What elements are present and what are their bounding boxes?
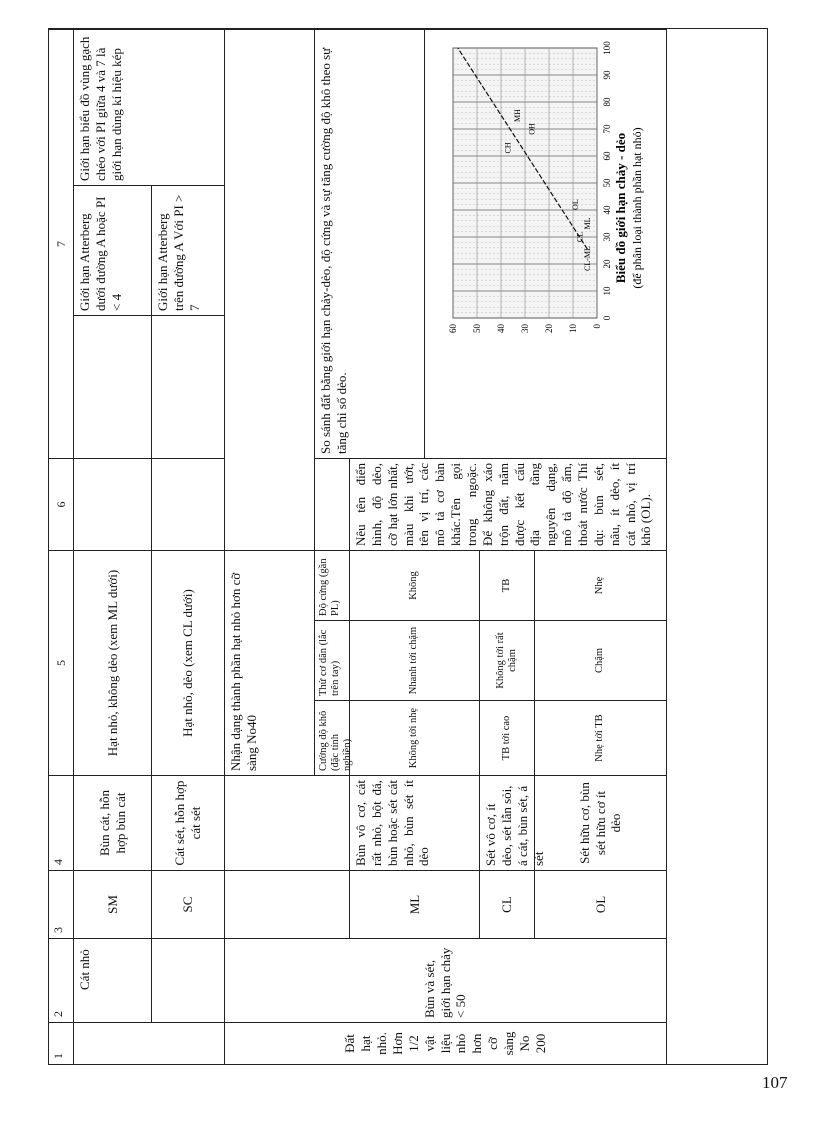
blank-cell <box>225 870 350 938</box>
blank-cell <box>74 1022 225 1064</box>
chart-region-label: MH <box>513 109 523 122</box>
header-cell: 3 <box>49 870 74 938</box>
blank-cell <box>225 775 350 870</box>
col7-intro: So sánh đất bằng giới hạn chảy-dẻo, độ cứng và sự tăng cường độ khô theo sự tăng chỉ số dẻo. <box>315 29 425 458</box>
header-cell: 2 <box>49 938 74 1022</box>
chart-y-tick-label: 20 <box>544 324 554 333</box>
fine-soil-label: Đất hạt nhỏ. Hơn 1/2 vật liệu nhỏ hơn cỡ sàng No 200 <box>225 1022 667 1064</box>
page-number: 107 <box>762 1073 788 1092</box>
name-ol: Sét hữu cơ, bùn sét hữu cơ ít dẻo <box>535 775 667 870</box>
desc-sc: Hạt nhỏ, dẻo (xem CL dưới) <box>152 550 225 775</box>
name-cl: Sét vô cơ, ít dẻo, sét lẫn sỏi, á cát, bùn sét, á sét <box>480 775 535 870</box>
header-cell: 1 <box>49 1022 74 1064</box>
chart-x-tick-label: 100 <box>602 41 612 55</box>
chart-x-tick-label: 10 <box>602 286 612 296</box>
chart-title: Biểu đồ giới hạn chảy - dẻo <box>613 132 628 284</box>
rotated-table-page <box>48 30 766 1065</box>
cat-nho-label: Cát nhỏ <box>74 938 152 1022</box>
cl-dry-strength: TB tới cao <box>480 700 535 775</box>
chart-x-tick-label: 80 <box>602 97 612 107</box>
chart-y-tick-label: 10 <box>568 324 578 333</box>
blank-cell <box>74 315 152 458</box>
header-cell: 7 <box>49 29 74 458</box>
blank-cell <box>152 315 225 458</box>
name-ml: Bùn vô cơ, cát rất nhỏ, bột đá, bùn hoặc sét cát nhỏ, bùn sét ít dẻo <box>350 775 480 870</box>
symbol-sc: SC <box>152 870 225 938</box>
subhead-dry-strength: Cường độ khô (đặc tính nghiền) <box>315 700 350 775</box>
chart-x-tick-label: 40 <box>602 205 612 215</box>
chart-region-label: CL-ML <box>582 246 592 272</box>
name-sc: Cát sét, hỗn hợp cát sét <box>152 775 225 870</box>
fine-id-intro: Nhận dạng thành phần hạt nhỏ hơn cỡ sàng No40 <box>225 550 315 775</box>
chart-region-label: CL <box>575 231 585 243</box>
symbol-ol: OL <box>535 870 667 938</box>
plasticity-chart <box>425 30 665 458</box>
blank-cell <box>225 29 315 550</box>
silt-clay-label: Bùn và sét, giới hạn chảy < 50 <box>225 938 667 1022</box>
blank-cell <box>152 938 225 1022</box>
chart-x-tick-label: 20 <box>602 259 612 269</box>
chart-region-label: ML <box>582 217 592 230</box>
blank-cell <box>152 458 225 550</box>
atterberg-below-a: Giới hạn Atterberg dưới đường A hoặc PI < 4 <box>74 185 152 315</box>
chart-x-tick-label: 70 <box>602 124 612 134</box>
ml-toughness: Không <box>350 550 480 620</box>
subhead-toughness: Độ cứng (gần PL) <box>315 550 350 620</box>
chart-subtitle: (để phân loại thành phần hạt nhỏ) <box>630 127 644 289</box>
chart-y-tick-label: 0 <box>592 324 602 329</box>
chart-y-tick-label: 50 <box>472 324 482 333</box>
desc-sm: Hạt nhỏ, không dẻo (xem ML dưới) <box>74 550 152 775</box>
header-cell: 5 <box>49 550 74 775</box>
header-cell: 4 <box>49 775 74 870</box>
classification-table <box>48 28 768 1065</box>
chart-region-label: OL <box>570 199 580 210</box>
cl-toughness: TB <box>480 550 535 620</box>
ol-toughness: Nhẹ <box>535 550 667 620</box>
name-sm: Bùn cát, hỗn hợp bùn cát <box>74 775 152 870</box>
chart-x-tick-label: 90 <box>602 70 612 80</box>
symbol-cl: CL <box>480 870 535 938</box>
symbol-sm: SM <box>74 870 152 938</box>
chart-x-tick-label: 30 <box>602 232 612 242</box>
ml-dilatancy: Nhanh tới chậm <box>350 620 480 700</box>
symbol-ml: ML <box>350 870 480 938</box>
chart-y-tick-label: 40 <box>496 324 506 333</box>
header-cell: 6 <box>49 458 74 550</box>
col6-description: Nêu tên điển hình, độ dẻo, cỡ hạt lớn nhất, màu khi ướt, tên vị trí, các mô tả cơ bản khác.Tên gọi trong ngoặc. Để không xáo trộn đất, nắm được kết cấu địa tầng nguyên dạng, mô tả độ ẩm, thoát nước Thí dụ: bùn sét, nâu, ít dẻo, ít cát nhỏ, vị trí khô (OL). <box>350 458 667 550</box>
chart-region-label: CH <box>503 142 513 154</box>
chart-y-tick-label: 30 <box>520 324 530 333</box>
chart-x-tick-label: 50 <box>602 178 612 188</box>
plasticity-chart-cell <box>425 29 667 458</box>
chart-y-tick-label: 60 <box>448 324 458 333</box>
cl-dilatancy: Không tới rất chậm <box>480 620 535 700</box>
chart-x-tick-label: 0 <box>602 315 612 321</box>
blank-cell <box>315 458 350 550</box>
atterberg-above-a: Giới hạn Atterberg trên đường A Với PI > 7 <box>152 185 225 315</box>
ml-dry-strength: Không tới nhẹ <box>350 700 480 775</box>
blank-cell <box>74 458 152 550</box>
subhead-dilatancy: Thử cơ dãn (lắc trên tay) <box>315 620 350 700</box>
chart-region-label: OH <box>527 123 537 135</box>
chart-x-tick-label: 60 <box>602 151 612 161</box>
ol-dry-strength: Nhẹ tới TB <box>535 700 667 775</box>
ol-dilatancy: Chậm <box>535 620 667 700</box>
hatched-zone-note: Giới hạn biểu đồ vùng gạch chéo với PI giữa 4 và 7 là giới hạn dùng kí hiệu kép <box>74 29 225 185</box>
